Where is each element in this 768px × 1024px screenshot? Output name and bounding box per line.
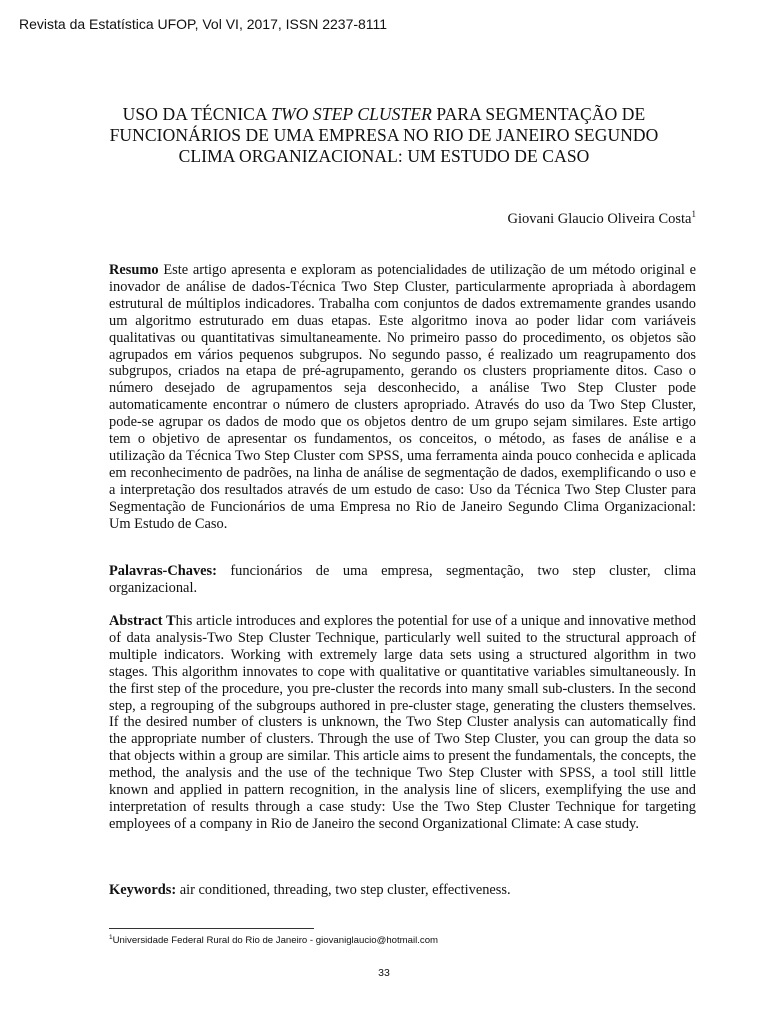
keywords-label: Keywords: [109,882,177,898]
abstract-text: his article introduces and explores the potential for use of a unique and innovative method of data analysis-Two Step Cluster Technique, particularly well suited to the structural approach of multiple indicators. Working with extremely large data sets using a structured algorithm in two stages. This algorithm innovates to cope with qualitative or quantitative variables simultaneously. In the first step of the procedure, you pre-cluster the records into many small sub-clusters. In the second step, a regrouping of the subgroups authored in pre-cluster stage, generating the clusters themselves. If the desired number of clusters is unknown, the Two Step Cluster analysis can automatically find the appropriate number of clusters. Through the use of Two Step Cluster, you can group the data so that objects within a group are similar. This article aims to present the fundamentals, the concepts, the method, the analysis and the use of the technique Two Step Cluster with SPSS, a tool still little known and applied in pattern recognition, in the analysis line of slicers, exemplifying the use and interpretation of results through a case study: Use the Two Step Cluster Technique for targeting employees of a company in Rio de Janeiro the second Organizational Climate: A case study. [109,613,696,832]
paper-title [90,104,678,167]
resumo-text: Este artigo apresenta e exploram as potencialidades de utilização de um método original e inovador de análise de dados-Técnica Two Step Cluster, particularmente apropriada à abordagem estrutural de múltiplos indicadores. Trabalha com conjuntos de dados extremamente grandes usando um algoritmo estruturado em duas etapas. Este algoritmo inova ao poder lidar com variáveis qualitativas ou quantitativas simultaneamente. No primeiro passo do procedimento, os objetos são agrupados em vários pequenos subgrupos. No segundo passo, é realizado um reagrupamento dos subgrupos, criados na etapa de pré-agrupamento, gerando os clusters propriamente ditos. Caso o número desejado de agrupamentos seja desconhecido, a análise Two Step Cluster pode automaticamente encontrar o número de clusters apropriado. Através do uso da Two Step Cluster, pode-se agrupar os dados de modo que os objetos dentro de um grupo sejam similares. Este artigo tem o objetivo de apresentar os fundamentos, os conceitos, o método, as fases de análise e a utilização da Técnica Two Step Cluster com SPSS, uma ferramenta ainda pouco conhecida e aplicada em reconhecimento de padrões, na linha de análise de segmentação de dados, exemplificando o uso e a interpretação dos resultados através de um estudo de caso: Uso da Técnica Two Step Cluster para Segmentação de Funcionários de uma Empresa no Rio de Janeiro Segundo Clima Organizacional: Um Estudo de Caso. [109,262,696,532]
page-number: 33 [378,967,390,979]
journal-header: Revista da Estatística UFOP, Vol VI, 2017, ISSN 2237-8111 [19,16,388,32]
resumo-section [109,262,696,533]
palavras-label: Palavras-Chaves: [109,563,217,579]
author-footnote-mark: 1 [691,209,696,219]
keywords-text: air conditioned, threading, two step cluster, effectiveness. [176,882,511,898]
palavras-text: funcionários de uma empresa, segmentação, two step cluster, clima organizacional. [109,563,696,596]
title-part2: PARA SEGMENTAÇÃO DE FUNCIONÁRIOS DE UMA EMPRESA NO RIO DE JANEIRO SEGUNDO CLIMA ORGANIZACIONAL: UM ESTUDO DE CASO [109,104,659,166]
keywords-section [109,882,696,899]
footnote [109,934,438,946]
abstract-section [109,613,696,833]
footnote-divider [109,928,314,929]
abstract-label: Abstract T [109,613,176,629]
footnote-mark: 1 [109,934,113,941]
footnote-text: Universidade Federal Rural do Rio de Janeiro - giovaniglaucio@hotmail.com [112,935,439,946]
palavras-chaves-section [109,563,696,597]
title-italic: TWO STEP CLUSTER [271,104,432,124]
resumo-label: Resumo [109,262,159,278]
author-line [507,209,696,228]
title-part1: USO DA TÉCNICA [122,104,272,124]
author-name: Giovani Glaucio Oliveira Costa [507,211,692,227]
